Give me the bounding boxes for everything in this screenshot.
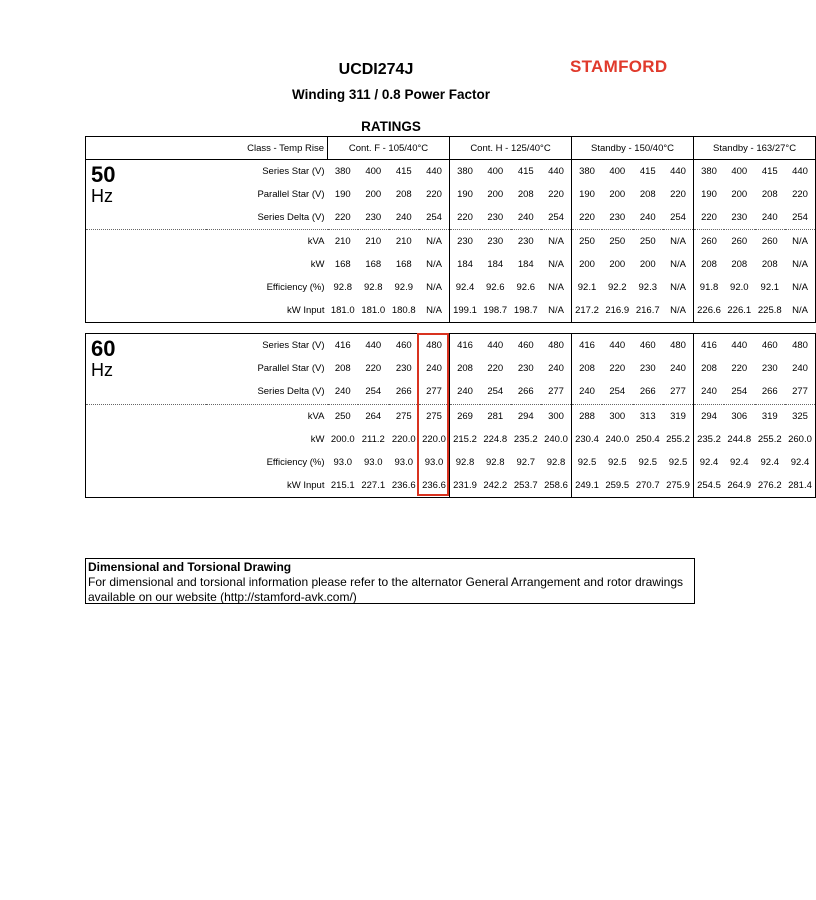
value-cell: 300 bbox=[541, 404, 572, 428]
value-cell: 460 bbox=[639, 340, 656, 352]
value-cell: 277 bbox=[541, 380, 572, 404]
value-cell: 416 bbox=[334, 340, 351, 352]
row-label: Series Delta (V) bbox=[257, 386, 325, 398]
value-cell: 240.0 bbox=[541, 428, 572, 451]
value-cell: N/A bbox=[419, 253, 450, 276]
value-cell: 480 bbox=[663, 334, 694, 358]
value-cell: 235.2 bbox=[513, 433, 538, 445]
value-cell: 400 bbox=[731, 166, 748, 177]
value-cell: 180.8 bbox=[391, 305, 416, 316]
value-cell: 260 bbox=[694, 230, 725, 254]
value-cell: 480 bbox=[419, 334, 450, 358]
value-cell: 415 bbox=[517, 166, 534, 177]
value-cell: 93.0 bbox=[364, 457, 383, 469]
value-cell: 260 bbox=[755, 230, 786, 254]
row-label: kVA bbox=[206, 230, 328, 254]
value-cell: 277 bbox=[663, 380, 694, 404]
dimensional-drawing-box bbox=[85, 558, 695, 604]
value-cell: 230 bbox=[609, 212, 626, 223]
value-cell: 220 bbox=[419, 183, 450, 206]
value-cell: N/A bbox=[541, 230, 572, 254]
value-cell: 168 bbox=[365, 259, 382, 270]
value-cell: 210 bbox=[358, 230, 389, 254]
value-cell: 380 bbox=[334, 166, 351, 177]
value-cell: 230 bbox=[450, 230, 481, 254]
value-cell: 244.8 bbox=[727, 433, 752, 445]
value-cell: 264 bbox=[358, 404, 389, 428]
value-cell: 92.1 bbox=[577, 282, 597, 293]
frequency-unit: Hz bbox=[91, 186, 113, 206]
value-cell: 259.5 bbox=[605, 480, 630, 492]
value-cell: 230 bbox=[365, 212, 382, 223]
value-cell: 306 bbox=[724, 404, 755, 428]
value-cell: 460 bbox=[761, 340, 778, 352]
value-cell: 240 bbox=[701, 386, 717, 398]
value-cell: 92.8 bbox=[333, 282, 352, 293]
value-cell: 250 bbox=[572, 230, 603, 254]
value-cell: 380 bbox=[701, 166, 717, 177]
value-cell: 270.7 bbox=[635, 480, 660, 492]
value-cell: 220 bbox=[334, 212, 351, 223]
value-cell: 93.0 bbox=[394, 457, 413, 469]
value-cell: 240 bbox=[541, 357, 572, 380]
value-cell: 92.8 bbox=[486, 457, 505, 469]
value-cell: 313 bbox=[633, 404, 664, 428]
winding-subtitle: Winding 311 / 0.8 Power Factor bbox=[292, 87, 490, 102]
value-cell: 281 bbox=[480, 404, 511, 428]
value-cell: 440 bbox=[419, 160, 450, 184]
ratings-table-50hz bbox=[85, 136, 816, 323]
value-cell: 240 bbox=[663, 357, 694, 380]
value-cell: 211.2 bbox=[361, 433, 385, 445]
ratings-table-60hz bbox=[85, 333, 816, 498]
table-row bbox=[86, 230, 816, 254]
value-cell: 240 bbox=[761, 212, 778, 223]
value-cell: N/A bbox=[541, 299, 572, 323]
value-cell: 226.1 bbox=[727, 305, 752, 316]
class-header: Cont. H - 125/40°C bbox=[450, 137, 572, 160]
value-cell: 253.7 bbox=[513, 480, 538, 492]
value-cell: 440 bbox=[731, 340, 748, 352]
value-cell: 227.1 bbox=[361, 480, 386, 492]
row-label: Series Star (V) bbox=[262, 340, 325, 352]
value-cell: 254 bbox=[792, 212, 808, 223]
value-cell: 225.8 bbox=[757, 305, 782, 316]
value-cell: 266 bbox=[517, 386, 534, 398]
value-cell: 200 bbox=[365, 189, 382, 200]
value-cell: 200 bbox=[731, 189, 748, 200]
value-cell: 92.3 bbox=[638, 282, 657, 293]
value-cell: 416 bbox=[457, 340, 473, 352]
value-cell: 210 bbox=[389, 230, 420, 254]
value-cell: 319 bbox=[755, 404, 786, 428]
value-cell: 92.4 bbox=[455, 282, 475, 293]
value-cell: 208 bbox=[517, 189, 534, 200]
value-cell: 288 bbox=[572, 404, 603, 428]
value-cell: 198.7 bbox=[483, 305, 508, 316]
value-cell: 460 bbox=[395, 340, 412, 352]
value-cell: 236.6 bbox=[419, 474, 450, 498]
frequency-number: 50 bbox=[91, 162, 116, 187]
value-cell: 440 bbox=[365, 340, 382, 352]
highlight-column-box bbox=[417, 333, 449, 496]
value-cell: N/A bbox=[663, 253, 694, 276]
value-cell: N/A bbox=[419, 276, 450, 299]
value-cell: 210 bbox=[328, 230, 359, 254]
table-row bbox=[86, 404, 816, 428]
value-cell: 260.0 bbox=[788, 433, 812, 445]
value-cell: 240 bbox=[579, 386, 595, 398]
dimensional-text: For dimensional and torsional information please refer to the alternator General Arrangement and rotor drawings available on our website (http://stamford-avk.com/) bbox=[88, 575, 683, 604]
value-cell: 480 bbox=[541, 334, 572, 358]
value-cell: 92.9 bbox=[394, 282, 413, 293]
stamford-logo: STAMFORD bbox=[570, 57, 668, 76]
value-cell: 92.6 bbox=[516, 282, 535, 293]
value-cell: 440 bbox=[541, 160, 572, 184]
value-cell: 220 bbox=[487, 363, 504, 375]
value-cell: N/A bbox=[663, 299, 694, 323]
value-cell: 91.8 bbox=[699, 282, 719, 293]
value-cell: 181.0 bbox=[361, 305, 386, 316]
value-cell: 254 bbox=[609, 386, 626, 398]
row-label: Parallel Star (V) bbox=[257, 363, 325, 375]
class-header: Standby - 150/40°C bbox=[572, 137, 694, 160]
value-cell: 250 bbox=[328, 404, 359, 428]
value-cell: 208 bbox=[457, 363, 473, 375]
value-cell: 208 bbox=[761, 259, 778, 270]
value-cell: 230 bbox=[639, 363, 656, 375]
value-cell: 208 bbox=[761, 189, 778, 200]
value-cell: 460 bbox=[517, 340, 534, 352]
value-cell: 226.6 bbox=[697, 305, 721, 316]
value-cell: 240.0 bbox=[605, 433, 630, 445]
value-cell: 240 bbox=[334, 386, 351, 398]
value-cell: 240 bbox=[639, 212, 656, 223]
row-label: kW Input bbox=[287, 480, 325, 492]
value-cell: 269 bbox=[450, 404, 481, 428]
value-cell: 276.2 bbox=[757, 480, 782, 492]
value-cell: 254 bbox=[731, 386, 748, 398]
value-cell: 220 bbox=[457, 212, 473, 223]
value-cell: 200.0 bbox=[330, 433, 355, 445]
value-cell: 230 bbox=[517, 363, 534, 375]
value-cell: 440 bbox=[487, 340, 504, 352]
value-cell: N/A bbox=[663, 276, 694, 299]
value-cell: 400 bbox=[487, 166, 504, 177]
value-cell: N/A bbox=[792, 305, 808, 316]
value-cell: 230 bbox=[480, 230, 511, 254]
value-cell: 250 bbox=[602, 230, 633, 254]
value-cell: 254 bbox=[487, 386, 504, 398]
value-cell: 216.7 bbox=[635, 305, 660, 316]
value-cell: 92.4 bbox=[730, 457, 749, 469]
value-cell: 240 bbox=[792, 363, 808, 375]
value-cell: 200 bbox=[639, 259, 656, 270]
value-cell: 240 bbox=[395, 212, 412, 223]
value-cell: 93.0 bbox=[333, 457, 352, 469]
value-cell: 231.9 bbox=[453, 480, 477, 492]
row-label: kW bbox=[310, 433, 325, 445]
value-cell: 220 bbox=[365, 363, 382, 375]
frequency-label bbox=[86, 334, 206, 405]
value-cell: 200 bbox=[579, 259, 595, 270]
dimensional-title: Dimensional and Torsional Drawing bbox=[88, 560, 292, 574]
value-cell: 240 bbox=[457, 386, 473, 398]
value-cell: 250 bbox=[633, 230, 664, 254]
value-cell: 208 bbox=[579, 363, 595, 375]
value-cell: 92.8 bbox=[364, 282, 383, 293]
value-cell: 215.1 bbox=[330, 480, 355, 492]
value-cell: 208 bbox=[639, 189, 656, 200]
class-header: Cont. F - 105/40°C bbox=[328, 137, 450, 160]
value-cell: N/A bbox=[419, 230, 450, 254]
table-row bbox=[86, 160, 816, 184]
value-cell: 220 bbox=[541, 183, 572, 206]
value-cell: 325 bbox=[785, 404, 816, 428]
value-cell: 220 bbox=[663, 183, 694, 206]
value-cell: 240 bbox=[517, 212, 534, 223]
value-cell: 220 bbox=[701, 212, 717, 223]
value-cell: 416 bbox=[579, 340, 595, 352]
value-cell: 92.6 bbox=[486, 282, 505, 293]
value-cell: 440 bbox=[792, 166, 808, 177]
value-cell: 277 bbox=[792, 386, 808, 398]
value-cell: 230 bbox=[487, 212, 504, 223]
value-cell: 208 bbox=[701, 363, 717, 375]
value-cell: 300 bbox=[602, 404, 633, 428]
value-cell: 294 bbox=[511, 404, 542, 428]
row-label: Efficiency (%) bbox=[266, 282, 325, 293]
value-cell: 190 bbox=[457, 189, 473, 200]
value-cell: 92.4 bbox=[760, 457, 779, 469]
value-cell: 235.2 bbox=[697, 433, 721, 445]
value-cell: 220 bbox=[731, 363, 748, 375]
table-row bbox=[86, 334, 816, 358]
model-title: UCDI274J bbox=[338, 61, 414, 78]
value-cell: 400 bbox=[609, 166, 626, 177]
value-cell: 255.2 bbox=[757, 433, 782, 445]
value-cell: 415 bbox=[761, 166, 778, 177]
blank-cell bbox=[86, 230, 206, 323]
value-cell: 275.9 bbox=[663, 474, 694, 498]
value-cell: N/A bbox=[541, 276, 572, 299]
frequency-unit: Hz bbox=[91, 360, 113, 380]
value-cell: 215.2 bbox=[453, 433, 477, 445]
value-cell: 92.4 bbox=[699, 457, 719, 469]
value-cell: 184 bbox=[457, 259, 473, 270]
value-cell: 294 bbox=[694, 404, 725, 428]
value-cell: 240 bbox=[419, 357, 450, 380]
value-cell: 92.5 bbox=[577, 457, 597, 469]
value-cell: 92.2 bbox=[608, 282, 627, 293]
row-label: Efficiency (%) bbox=[266, 457, 325, 469]
row-label: Parallel Star (V) bbox=[257, 189, 325, 200]
value-cell: 416 bbox=[701, 340, 717, 352]
value-cell: 230 bbox=[761, 363, 778, 375]
value-cell: 380 bbox=[579, 166, 595, 177]
value-cell: 255.2 bbox=[663, 428, 694, 451]
class-temp-rise-label: Class - Temp Rise bbox=[86, 137, 328, 160]
value-cell: 190 bbox=[579, 189, 595, 200]
value-cell: 440 bbox=[609, 340, 626, 352]
frequency-number: 60 bbox=[91, 336, 116, 361]
row-label: Series Star (V) bbox=[262, 166, 325, 177]
value-cell: N/A bbox=[663, 230, 694, 254]
value-cell: 168 bbox=[334, 259, 351, 270]
value-cell: 254 bbox=[541, 206, 572, 230]
value-cell: 208 bbox=[731, 259, 748, 270]
frequency-label bbox=[86, 160, 206, 230]
class-header: Standby - 163/27°C bbox=[694, 137, 816, 160]
value-cell: 277 bbox=[419, 380, 450, 404]
value-cell: 236.6 bbox=[391, 480, 416, 492]
value-cell: 480 bbox=[792, 340, 808, 352]
value-cell: 224.8 bbox=[483, 433, 508, 445]
value-cell: 415 bbox=[395, 166, 412, 177]
value-cell: 217.2 bbox=[575, 305, 599, 316]
value-cell: 208 bbox=[701, 259, 717, 270]
value-cell: N/A bbox=[785, 230, 816, 254]
value-cell: 181.0 bbox=[330, 305, 355, 316]
value-cell: 92.8 bbox=[541, 451, 572, 474]
value-cell: 168 bbox=[395, 259, 412, 270]
value-cell: 220.0 bbox=[391, 433, 416, 445]
value-cell: 380 bbox=[457, 166, 473, 177]
value-cell: 319 bbox=[663, 404, 694, 428]
row-label: kW bbox=[310, 259, 325, 270]
value-cell: 92.5 bbox=[608, 457, 627, 469]
value-cell: 200 bbox=[609, 259, 626, 270]
value-cell: 199.1 bbox=[453, 305, 477, 316]
value-cell: 216.9 bbox=[605, 305, 630, 316]
row-label: kW Input bbox=[287, 305, 325, 316]
blank-cell bbox=[86, 404, 206, 498]
value-cell: 258.6 bbox=[541, 474, 572, 498]
value-cell: 208 bbox=[334, 363, 351, 375]
row-label: Series Delta (V) bbox=[257, 212, 325, 223]
value-cell: 230 bbox=[731, 212, 748, 223]
value-cell: 275 bbox=[389, 404, 420, 428]
value-cell: 92.7 bbox=[516, 457, 535, 469]
value-cell: 400 bbox=[365, 166, 382, 177]
value-cell: 254 bbox=[663, 206, 694, 230]
value-cell: 254 bbox=[419, 206, 450, 230]
value-cell: 230 bbox=[511, 230, 542, 254]
value-cell: 220 bbox=[609, 363, 626, 375]
value-cell: 190 bbox=[334, 189, 351, 200]
value-cell: 415 bbox=[639, 166, 656, 177]
row-label: kVA bbox=[206, 404, 328, 428]
value-cell: 198.7 bbox=[513, 305, 538, 316]
value-cell: 440 bbox=[663, 160, 694, 184]
value-cell: 220 bbox=[792, 189, 808, 200]
value-cell: 184 bbox=[487, 259, 504, 270]
value-cell: 230.4 bbox=[575, 433, 599, 445]
value-cell: N/A bbox=[792, 259, 808, 270]
value-cell: 266 bbox=[639, 386, 656, 398]
value-cell: 220.0 bbox=[419, 428, 450, 451]
value-cell: 208 bbox=[395, 189, 412, 200]
value-cell: 200 bbox=[487, 189, 504, 200]
value-cell: 254 bbox=[365, 386, 382, 398]
ratings-heading: RATINGS bbox=[361, 119, 421, 134]
value-cell: N/A bbox=[419, 299, 450, 323]
value-cell: N/A bbox=[541, 253, 572, 276]
value-cell: 249.1 bbox=[575, 480, 599, 492]
value-cell: 92.4 bbox=[790, 457, 810, 469]
value-cell: 200 bbox=[609, 189, 626, 200]
value-cell: 254.5 bbox=[697, 480, 721, 492]
value-cell: 264.9 bbox=[727, 480, 752, 492]
value-cell: 92.5 bbox=[663, 451, 694, 474]
value-cell: 281.4 bbox=[788, 480, 812, 492]
value-cell: 275 bbox=[419, 404, 450, 428]
value-cell: 92.0 bbox=[730, 282, 749, 293]
value-cell: 93.0 bbox=[419, 451, 450, 474]
value-cell: 242.2 bbox=[483, 480, 508, 492]
value-cell: 230 bbox=[395, 363, 412, 375]
value-cell: 190 bbox=[701, 189, 717, 200]
value-cell: 184 bbox=[517, 259, 534, 270]
value-cell: N/A bbox=[792, 282, 808, 293]
value-cell: 92.5 bbox=[638, 457, 657, 469]
value-cell: 266 bbox=[761, 386, 778, 398]
value-cell: 220 bbox=[579, 212, 595, 223]
value-cell: 250.4 bbox=[635, 433, 660, 445]
value-cell: 92.1 bbox=[760, 282, 780, 293]
value-cell: 266 bbox=[395, 386, 412, 398]
value-cell: 92.8 bbox=[455, 457, 475, 469]
value-cell: 260 bbox=[724, 230, 755, 254]
